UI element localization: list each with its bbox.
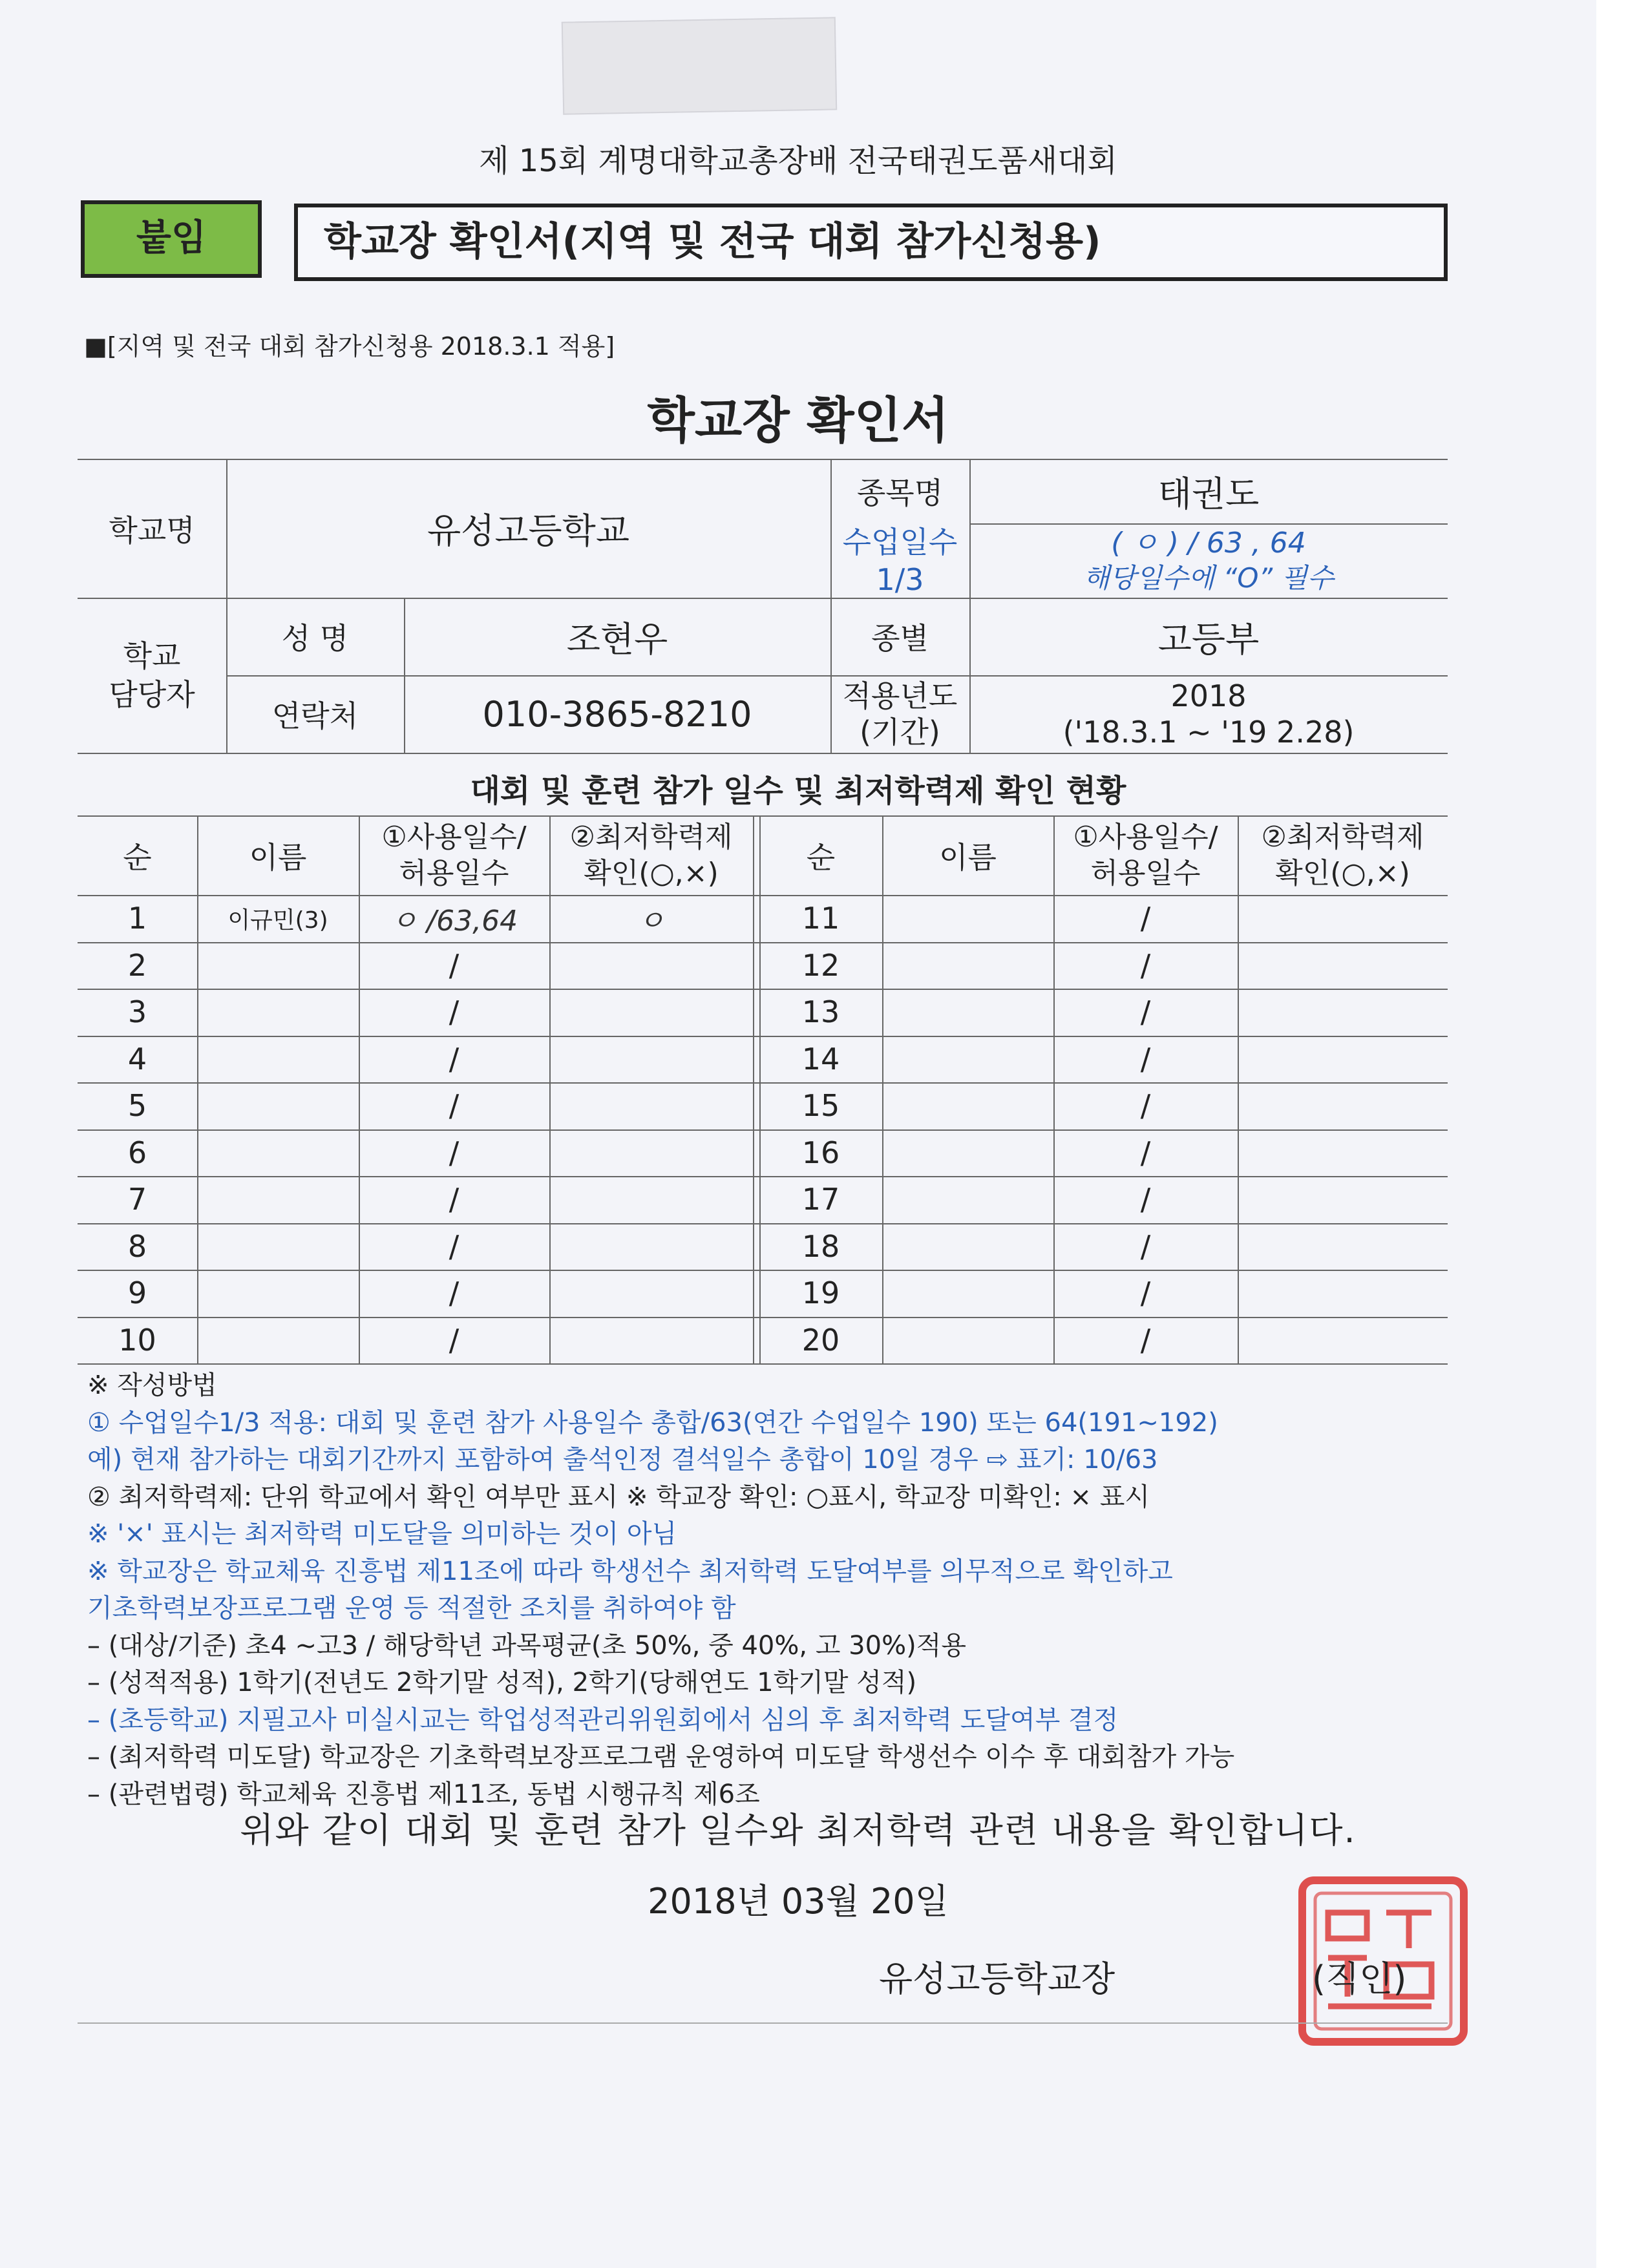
table-left-row-8-min — [549, 1223, 753, 1270]
col-header-min-right-line2: 확인(○,×) — [1275, 856, 1410, 890]
table-left-row-6-min — [549, 1129, 753, 1177]
table-right-row-2-no: 12 — [801, 947, 840, 983]
instruction-line-12: – (관련법령) 학교체육 진흥법 제11조, 동법 시행규칙 제6조 — [87, 1779, 760, 1809]
table-right-row-3-days: / — [1140, 994, 1151, 1030]
col-header-days-right — [1053, 815, 1238, 895]
col-header-min-left — [549, 815, 753, 895]
table-left-row-9-name — [197, 1270, 359, 1317]
table-right-row-9-days: / — [1140, 1276, 1151, 1311]
table-right-row-5-no: 15 — [801, 1088, 840, 1124]
tape-strip — [562, 17, 837, 114]
event-label: 종목명 — [856, 476, 944, 510]
table-left-row-2-min — [549, 942, 753, 989]
col-header-no-left: 순 — [123, 839, 152, 875]
table-right-row-7-min — [1238, 1176, 1448, 1223]
class-days-handwritten: ( ㅇ ) / 63 , 64 — [1111, 526, 1306, 560]
table-right-row-6-name — [882, 1129, 1053, 1177]
table-left-row-10-no: 10 — [118, 1322, 156, 1358]
table-right-row-8-no: 18 — [801, 1228, 840, 1264]
table-left-row-3-no: 3 — [127, 994, 147, 1030]
table-left-row-4-no: 4 — [127, 1041, 147, 1076]
table-left-row-7-days: / — [449, 1182, 460, 1217]
instruction-line-3: 예) 현재 참가하는 대회기간까지 포함하여 출석인정 결석일수 총합이 10일 경우 ⇨ 표기: 10/63 — [87, 1445, 1158, 1475]
col-header-days-right-line2: 허용일수 — [1090, 856, 1201, 890]
attachment-badge: 붙임 — [81, 200, 262, 278]
table-left-row-6-name — [197, 1129, 359, 1177]
table-right-row-2-min — [1238, 942, 1448, 989]
table-right-row-10-no: 20 — [801, 1322, 840, 1358]
table-left-row-7-name — [197, 1176, 359, 1223]
table-left-row-7-no: 7 — [127, 1182, 147, 1217]
year-value-line2: ('18.3.1 ~ '19 2.28) — [1062, 715, 1355, 750]
table-left-row-6-days: / — [449, 1135, 460, 1170]
class-days-label-line2: 1/3 — [876, 562, 924, 597]
table-left-row-8-name — [197, 1223, 359, 1270]
school-name-value: 유성고등학교 — [427, 510, 629, 551]
col-header-name-left: 이름 — [249, 839, 307, 875]
table-right-row-6-days: / — [1140, 1135, 1151, 1170]
table-right-row-8-days: / — [1140, 1228, 1151, 1264]
manager-label-line1: 학교 — [123, 638, 181, 673]
instruction-line-8: – (대상/기준) 초4 ~고3 / 해당학년 과목평균(초 50%, 중 40%, 고 30%)적용 — [87, 1630, 966, 1661]
school-name-label: 학교명 — [109, 512, 195, 548]
class-days-label-line1: 수업일수 — [842, 524, 958, 560]
table-left-row-5-no: 5 — [127, 1088, 147, 1124]
instruction-line-4: ② 최저학력제: 단위 학교에서 확인 여부만 표시 ※ 학교장 확인: ○표시, 학교장 미확인: × 표시 — [87, 1482, 1150, 1512]
instruction-line-10: – (초등학교) 지필고사 미실시교는 학업성적관리위원회에서 심의 후 최저학력 도달여부 결정 — [87, 1705, 1119, 1735]
table-right-row-6-min — [1238, 1129, 1448, 1177]
instruction-line-11: – (최저학력 미도달) 학교장은 기초학력보장프로그램 운영하여 미도달 학생선수 이수 후 대회참가 가능 — [87, 1742, 1235, 1772]
table-right-row-9-min — [1238, 1270, 1448, 1317]
year-value — [969, 675, 1448, 753]
table-right-row-5-min — [1238, 1082, 1448, 1129]
table-right-row-8-name — [882, 1223, 1053, 1270]
table-left-row-4-min — [549, 1036, 753, 1083]
instruction-line-6: ※ 학교장은 학교체육 진흥법 제11조에 따라 학생선수 최저학력 도달여부를 의무적으로 확인하고 — [87, 1556, 1173, 1586]
application-note: ■[지역 및 전국 대회 참가신청용 2018.3.1 적용] — [84, 332, 615, 361]
table-right-row-9-no: 19 — [801, 1276, 840, 1311]
table-right-row-4-min — [1238, 1036, 1448, 1083]
manager-label-line2: 담당자 — [109, 677, 195, 712]
table-right-row-1-no: 11 — [801, 901, 840, 936]
table-left-row-1-days: ㅇ /63,64 — [390, 905, 518, 938]
date: 2018년 03월 20일 — [648, 1881, 949, 1922]
table-left-row-7-min — [549, 1176, 753, 1223]
table-left-row-9-min — [549, 1270, 753, 1317]
col-header-min-right-line1: ②최저학력제 — [1261, 820, 1424, 854]
table-right-row-2-name — [882, 942, 1053, 989]
table-left-row-5-min — [549, 1082, 753, 1129]
bottom-divider — [78, 2022, 1448, 2024]
table-left-row-1-no: 1 — [127, 901, 147, 936]
table-left-row-1-min: ㅇ — [637, 905, 665, 938]
contact-value: 010-3865-8210 — [482, 693, 752, 735]
col-header-days-right-line1: ①사용일수/ — [1073, 820, 1218, 854]
division-label: 종별 — [871, 621, 929, 656]
table-right-row-7-name — [882, 1176, 1053, 1223]
table-right-row-4-name — [882, 1036, 1053, 1083]
instruction-line-2: ① 수업일수1/3 적용: 대회 및 훈련 참가 사용일수 총합/63(연간 수업일수 190) 또는 64(191~192) — [87, 1407, 1218, 1438]
year-value-line1: 2018 — [1170, 678, 1247, 713]
table-left-row-9-days: / — [449, 1276, 460, 1311]
table-right-row-1-name — [882, 895, 1053, 942]
col-header-days-left — [359, 815, 549, 895]
table-right-row-9-name — [882, 1270, 1053, 1317]
name-label: 성 명 — [281, 621, 349, 656]
year-label — [830, 675, 969, 753]
table-right-row-3-min — [1238, 989, 1448, 1036]
document-title: 학교장 확인서 — [647, 392, 949, 449]
table-right-row-7-days: / — [1140, 1182, 1151, 1217]
table-right-row-6-no: 16 — [801, 1135, 840, 1170]
col-header-no-right: 순 — [806, 839, 836, 875]
table-right-row-10-days: / — [1140, 1322, 1151, 1358]
confirmation-text: 위와 같이 대회 및 훈련 참가 일수와 최저학력 관련 내용을 확인합니다. — [240, 1810, 1357, 1851]
table-left-row-3-name — [197, 989, 359, 1036]
table-right-row-10-name — [882, 1317, 1053, 1364]
col-header-name-right: 이름 — [939, 839, 997, 875]
table-right-row-3-no: 13 — [801, 994, 840, 1030]
instruction-line-9: – (성적적용) 1학기(전년도 2학기말 성적), 2학기(당해연도 1학기말 성적) — [87, 1668, 917, 1697]
contact-label: 연락처 — [271, 698, 359, 733]
table-left-row-5-name — [197, 1082, 359, 1129]
table-right-row-5-days: / — [1140, 1088, 1151, 1124]
table-left-row-9-no: 9 — [127, 1276, 147, 1311]
name-value: 조현우 — [566, 618, 668, 660]
table-left-row-1-name: 이규민(3) — [227, 907, 328, 934]
table-right-row-3-name — [882, 989, 1053, 1036]
table-right-row-4-no: 14 — [801, 1041, 840, 1076]
col-header-min-left-line1: ②최저학력제 — [569, 820, 733, 854]
seal-label: (직인) — [1312, 1958, 1407, 1999]
table-right-row-4-days: / — [1140, 1041, 1151, 1076]
year-label-line1: 적용년도 — [842, 678, 958, 713]
col-header-min-right — [1238, 815, 1448, 895]
instruction-line-1: ※ 작성방법 — [87, 1370, 217, 1400]
class-days-value — [969, 523, 1448, 598]
class-days-note: 해당일수에 “O” 필수 — [1083, 562, 1334, 594]
instruction-line-5: ※ '×' 표시는 최저학력 미도달을 의미하는 것이 아님 — [87, 1519, 677, 1549]
instruction-line-7: 기초학력보장프로그램 운영 등 적절한 조치를 취하여야 함 — [87, 1593, 736, 1623]
table-right-row-1-min — [1238, 895, 1448, 942]
table-right-row-10-min — [1238, 1317, 1448, 1364]
header-title: 학교장 확인서(지역 및 전국 대회 참가신청용) — [294, 204, 1448, 281]
table-left-row-8-no: 8 — [127, 1228, 147, 1264]
col-header-min-left-line2: 확인(○,×) — [584, 856, 719, 890]
section-title: 대회 및 훈련 참가 일수 및 최저학력제 확인 현황 — [470, 773, 1126, 809]
page-edge — [1596, 0, 1648, 2268]
table-left-row-2-no: 2 — [127, 947, 147, 983]
class-days-label — [830, 523, 969, 598]
table-left-row-4-name — [197, 1036, 359, 1083]
table-left-row-6-no: 6 — [127, 1135, 147, 1170]
table-left-row-10-min — [549, 1317, 753, 1364]
table-left-row-8-days: / — [449, 1228, 460, 1264]
manager-label — [78, 598, 226, 753]
table-left-row-10-days: / — [449, 1322, 460, 1358]
table-left-row-3-min — [549, 989, 753, 1036]
table-right-row-2-days: / — [1140, 947, 1151, 983]
event-value: 태권도 — [1157, 473, 1260, 514]
year-label-line2: (기간) — [860, 715, 940, 750]
table-left-row-5-days: / — [449, 1088, 460, 1124]
table-left-row-3-days: / — [449, 994, 460, 1030]
division-value: 고등부 — [1157, 618, 1260, 660]
table-right-row-8-min — [1238, 1223, 1448, 1270]
table-right-row-1-days: / — [1140, 901, 1151, 936]
col-header-days-left-line2: 허용일수 — [399, 856, 509, 890]
table-left-row-2-name — [197, 942, 359, 989]
col-header-days-left-line1: ①사용일수/ — [381, 820, 527, 854]
table-left-row-4-days: / — [449, 1041, 460, 1076]
contest-title: 제 15회 계명대학교총장배 전국태권도품새대회 — [479, 143, 1117, 179]
table-left-row-10-name — [197, 1317, 359, 1364]
table-right-row-5-name — [882, 1082, 1053, 1129]
principal-name: 유성고등학교장 — [879, 1958, 1115, 1999]
table-left-row-2-days: / — [449, 947, 460, 983]
table-right-row-7-no: 17 — [801, 1182, 840, 1217]
